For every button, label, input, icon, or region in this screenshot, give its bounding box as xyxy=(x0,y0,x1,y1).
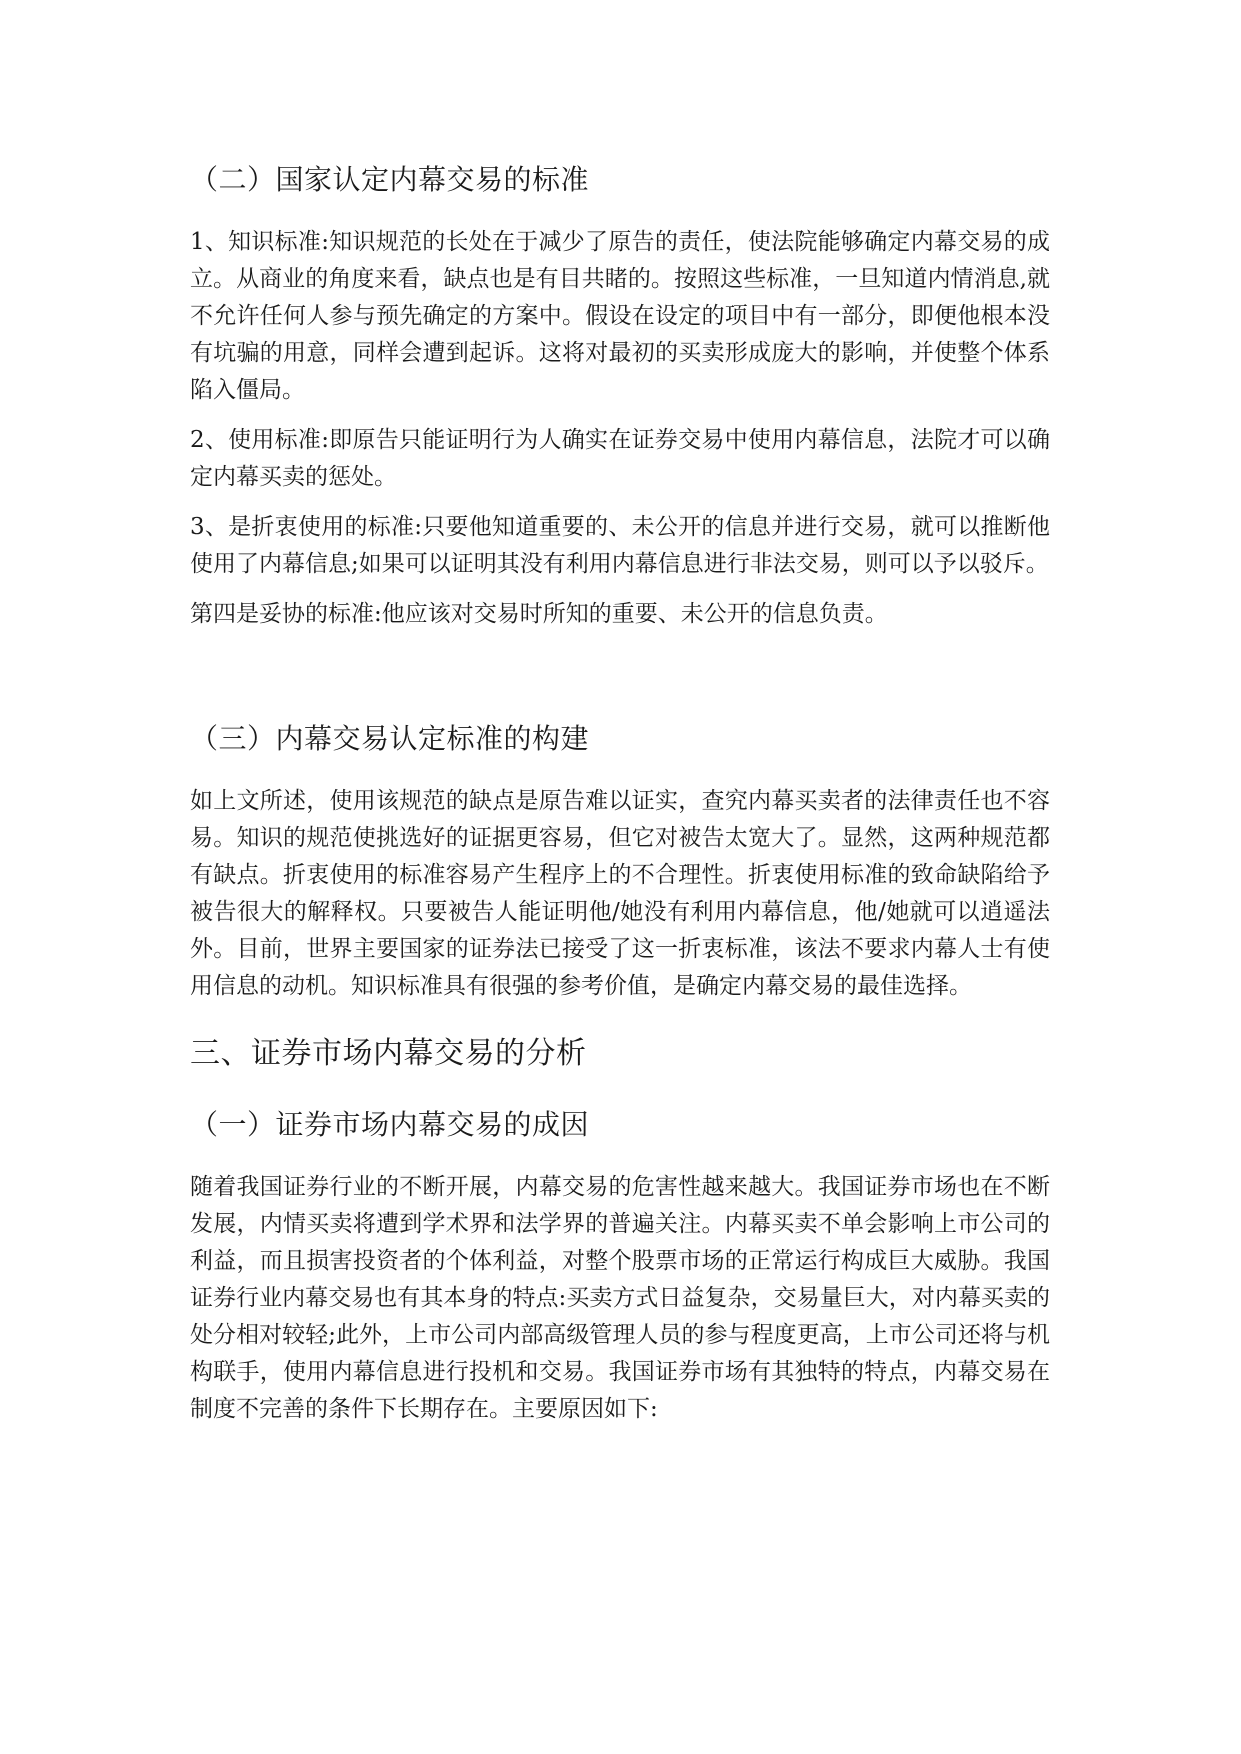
paragraph-causes: 随着我国证券行业的不断开展，内幕交易的危害性越来越大。我国证券市场也在不断发展，内情买卖将遭到学术界和法学界的普遍关注。内幕买卖不单会影响上市公司的利益，而且损害投资者的个体利益，对整个股票市场的正常运行构成巨大威胁。我国证券行业内幕交易也有其本身的特点:买卖方式日益复杂，交易量巨大，对内幕买卖的处分相对较轻;此外，上市公司内部高级管理人员的参与程度更高，上市公司还将与机构联手，使用内幕信息进行投机和交易。我国证券市场有其独特的特点，内幕交易在制度不完善的条件下长期存在。主要原因如下: xyxy=(190,1174,1050,1422)
paragraph-construction: 如上文所述，使用该规范的缺点是原告难以证实，查究内幕买卖者的法律责任也不容易。知识的规范使挑选好的证据更容易，但它对被告太宽大了。显然，这两种规范都有缺点。折衷使用的标准容易产生程序上的不合理性。折衷使用标准的致命缺陷给予被告很大的解释权。只要被告人能证明他/她没有利用内幕信息，他/她就可以逍遥法外。目前，世界主要国家的证券法已接受了这一折衷标准，该法不要求内幕人士有使用信息的动机。知识标准具有很强的参考价值，是确定内幕交易的最佳选择。 xyxy=(190,788,1050,999)
paragraph-fourth-standard: 第四是妥协的标准:他应该对交易时所知的重要、未公开的信息负责。 xyxy=(190,601,888,627)
paragraph-knowledge-standard: 1、知识标准:知识规范的长处在于减少了原告的责任，使法院能够确定内幕交易的成立。从商业的角度来看，缺点也是有目共睹的。按照这些标准，一旦知道内情消息,就不允许任何人参与预先确定的方案中。假设在设定的项目中有一部分，即便他根本没有坑骗的用意，同样会遭到起诉。这将对最初的买卖形成庞大的影响，并使整个体系陷入僵局。 xyxy=(190,229,1050,403)
document-body xyxy=(190,160,1050,1428)
section-heading-standards: （二）国家认定内幕交易的标准 xyxy=(190,163,590,196)
section-heading-construction: （三）内幕交易认定标准的构建 xyxy=(190,722,590,755)
paragraph-compromise-use-standard: 3、是折衷使用的标准:只要他知道重要的、未公开的信息并进行交易，就可以推断他使用了内幕信息;如果可以证明其没有利用内幕信息进行非法交易，则可以予以驳斥。 xyxy=(190,514,1050,577)
paragraph-use-standard: 2、使用标准:即原告只能证明行为人确实在证券交易中使用内幕信息，法院才可以确定内幕买卖的惩处。 xyxy=(190,427,1050,490)
chapter-heading-analysis: 三、证券市场内幕交易的分析 xyxy=(190,1036,587,1071)
section-heading-causes: （一）证券市场内幕交易的成因 xyxy=(190,1108,590,1141)
